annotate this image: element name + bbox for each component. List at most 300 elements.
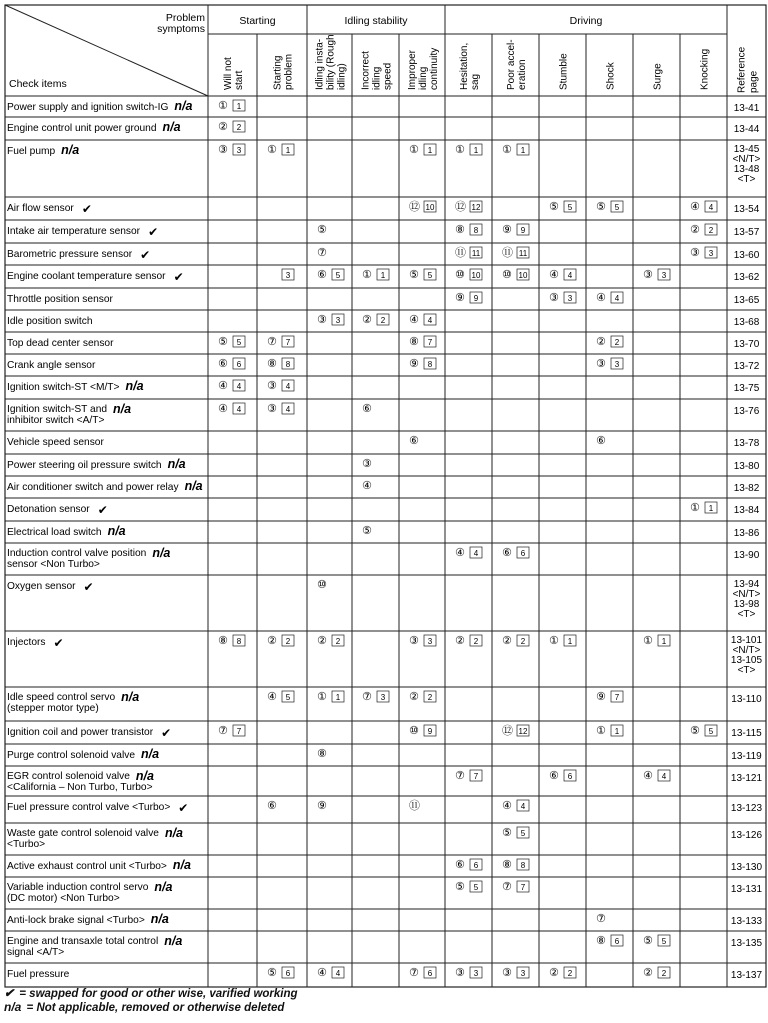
check-item-label: Purge control solenoid valve	[7, 750, 135, 761]
check-order-circle: ③	[596, 357, 606, 370]
check-order-circle: ⑤	[455, 880, 465, 893]
check-order-number: 1	[380, 271, 386, 280]
check-order-number: 3	[614, 360, 620, 369]
reference-page: 13-78	[733, 438, 760, 449]
reference-page: 13-45	[733, 144, 760, 155]
reference-page: 13-115	[731, 728, 762, 739]
check-order-number: 12	[518, 727, 528, 736]
check-order-number: 2	[661, 969, 667, 978]
check-order-circle: ⑥	[549, 769, 559, 782]
na-mark: n/a	[150, 912, 169, 926]
check-order-circle: ③	[409, 634, 419, 647]
na-mark: n/a	[164, 934, 183, 948]
check-order-number: 5	[335, 271, 341, 280]
reference-page: <N/T>	[732, 589, 761, 600]
check-item-label: Induction control valve position	[7, 548, 147, 559]
check-order-number: 7	[236, 727, 242, 736]
check-item-label: Top dead center sensor	[7, 338, 114, 349]
check-item-label: Throttle position sensor	[7, 294, 113, 305]
check-order-circle: ⑪	[409, 799, 420, 812]
check-item-label: Power supply and ignition switch-IG	[7, 102, 169, 113]
na-mark: n/a	[113, 402, 132, 416]
check-order-number: 2	[285, 637, 291, 646]
check-order-number: 2	[473, 637, 479, 646]
reference-page: 13-86	[733, 528, 760, 539]
problem-symptoms-label: symptoms	[157, 23, 205, 35]
check-order-circle: ⑩	[455, 268, 465, 281]
check-order-circle: ⑦	[455, 769, 465, 782]
check-item-label: Engine control unit power ground	[7, 123, 157, 134]
check-order-number: 5	[614, 203, 620, 212]
check-order-number: 4	[473, 549, 479, 558]
check-order-circle: ⑥	[502, 546, 512, 559]
reference-page: 13-98	[733, 599, 760, 610]
check-item-label: Fuel pressure	[7, 969, 70, 980]
reference-page: 13-75	[733, 383, 760, 394]
check-order-circle: ⑥	[317, 268, 327, 281]
check-order-number: 12	[471, 203, 481, 212]
check-order-circle: ③	[502, 966, 512, 979]
check-order-circle: ②	[502, 634, 512, 647]
check-order-circle: ②	[362, 313, 372, 326]
reference-page: <N/T>	[732, 645, 761, 656]
na-mark: n/a	[167, 457, 186, 471]
check-order-number: 1	[708, 504, 714, 513]
check-order-number: 2	[335, 637, 341, 646]
check-item-label: signal <A/T>	[7, 947, 65, 958]
legend-na	[4, 1000, 284, 1014]
check-order-number: 4	[661, 772, 667, 781]
check-order-circle: ⑧	[218, 634, 228, 647]
check-item-label: Detonation sensor	[7, 504, 90, 515]
check-order-circle: ⑧	[455, 223, 465, 236]
check-order-number: 3	[236, 146, 242, 155]
column-header: bility (Rough	[325, 34, 337, 90]
check-order-circle: ⑤	[362, 524, 372, 537]
check-item-label: Variable induction control servo	[7, 882, 149, 893]
reference-page: 13-119	[731, 751, 762, 762]
check-order-circle: ④	[455, 546, 465, 559]
check-order-circle: ⑤	[218, 335, 228, 348]
reference-page: <N/T>	[732, 154, 761, 165]
na-mark: n/a	[125, 379, 144, 393]
check-order-circle: ④	[502, 799, 512, 812]
check-order-circle: ⑫	[455, 200, 466, 213]
check-order-circle: ④	[409, 313, 419, 326]
check-order-circle: ④	[218, 379, 228, 392]
check-order-circle: ②	[409, 690, 419, 703]
check-order-circle: ⑩	[502, 268, 512, 281]
check-order-number: 11	[518, 249, 528, 258]
check-item-label: Barometric pressure sensor	[7, 249, 133, 260]
check-item-label: Ignition switch-ST and	[7, 404, 108, 415]
column-header: continuity	[429, 47, 440, 90]
reference-page: 13-44	[733, 124, 760, 135]
check-order-circle: ④	[643, 769, 653, 782]
check-order-number: 3	[473, 969, 479, 978]
check-order-number: 5	[567, 203, 573, 212]
column-header: idling	[371, 66, 383, 90]
check-order-circle: ③	[643, 268, 653, 281]
reference-page: 13-135	[730, 938, 763, 949]
na-mark: n/a	[174, 99, 193, 113]
check-order-circle: ③	[549, 291, 559, 304]
column-header: Starting	[272, 55, 284, 90]
check-order-number: 11	[471, 249, 481, 258]
check-order-number: 3	[380, 693, 386, 702]
check-order-circle: ⑤	[596, 200, 606, 213]
check-order-number: 2	[427, 693, 433, 702]
check-order-number: 6	[236, 360, 242, 369]
na-mark: n/a	[184, 479, 203, 493]
check-order-number: 5	[285, 693, 291, 702]
check-order-circle: ⑨	[502, 223, 512, 236]
reference-page: 13-72	[733, 361, 760, 372]
check-order-number: 5	[473, 883, 479, 892]
check-order-number: 3	[520, 969, 526, 978]
check-order-circle: ②	[218, 120, 228, 133]
check-order-circle: ②	[267, 634, 277, 647]
reference-page: 13-126	[730, 830, 763, 841]
na-mark: n/a	[141, 747, 160, 761]
check-item-label: Idle speed control servo	[7, 692, 116, 703]
check-order-number: 4	[236, 382, 242, 391]
check-order-circle: ⑥	[218, 357, 228, 370]
check-order-circle: ⑨	[455, 291, 465, 304]
check-order-number: 1	[567, 637, 573, 646]
check-item-label: (DC motor) <Non Turbo>	[7, 893, 120, 904]
check-order-circle: ①	[643, 634, 653, 647]
check-item-label: sensor <Non Turbo>	[7, 559, 100, 570]
reference-page: 13-68	[733, 317, 760, 328]
check-order-circle: ⑤	[267, 966, 277, 979]
check-order-number: 4	[335, 969, 341, 978]
check-order-number: 1	[285, 146, 291, 155]
reference-page: <T>	[737, 665, 756, 676]
column-header: idling)	[336, 63, 348, 90]
reference-page: <T>	[737, 609, 756, 620]
reference-page: 13-94	[733, 579, 760, 590]
column-header: start	[234, 70, 245, 90]
check-order-number: 8	[285, 360, 291, 369]
check-item-label: Fuel pressure control valve <Turbo>	[7, 802, 171, 813]
reference-header: page	[748, 70, 760, 93]
column-header: Shock	[605, 62, 617, 90]
column-header: Incorrect	[360, 51, 372, 90]
check-order-number: 4	[236, 405, 242, 414]
check-order-number: 9	[473, 294, 479, 303]
group-header-1: Idling stability	[344, 15, 408, 27]
check-order-circle: ⑫	[409, 200, 420, 213]
check-order-circle: ②	[317, 634, 327, 647]
check-icon: ✔	[83, 580, 94, 594]
check-order-circle: ⑤	[409, 268, 419, 281]
column-header: speed	[382, 62, 394, 90]
check-order-number: 3	[661, 271, 667, 280]
check-icon: ✔	[53, 636, 64, 650]
column-header: Improper	[407, 49, 418, 90]
check-item-label: (stepper motor type)	[7, 703, 99, 714]
check-order-circle: ⑤	[502, 826, 512, 839]
check-item-label: <California – Non Turbo, Turbo>	[7, 782, 153, 793]
check-order-circle: ⑧	[409, 335, 419, 348]
check-icon: ✔	[81, 202, 92, 216]
check-order-circle: ⑤	[317, 223, 327, 236]
reference-page: 13-131	[730, 884, 763, 895]
legend-check-text: = swapped for good or other wise, varified working	[19, 988, 298, 1000]
check-order-circle: ⑨	[596, 690, 606, 703]
check-order-circle: ③	[267, 402, 277, 415]
reference-page: 13-60	[733, 250, 760, 261]
check-order-circle: ⑧	[596, 934, 606, 947]
check-order-circle: ③	[267, 379, 277, 392]
check-order-number: 6	[614, 937, 620, 946]
check-order-number: 8	[427, 360, 433, 369]
check-order-circle: ②	[643, 966, 653, 979]
check-items-label: Check items	[9, 78, 67, 90]
check-order-circle: ①	[690, 501, 700, 514]
check-order-circle: ④	[362, 479, 372, 492]
reference-page: 13-110	[731, 694, 762, 705]
check-order-circle: ⑥	[596, 434, 606, 447]
check-order-circle: ⑦	[362, 690, 372, 703]
check-order-number: 6	[567, 772, 573, 781]
check-item-label: Power steering oil pressure switch	[7, 460, 162, 471]
check-order-number: 1	[661, 637, 667, 646]
check-order-number: 6	[285, 969, 291, 978]
check-order-number: 4	[285, 405, 291, 414]
check-item-label: Waste gate control solenoid valve	[7, 828, 159, 839]
column-header: Idling insta-	[314, 38, 326, 90]
check-order-number: 6	[473, 861, 479, 870]
check-order-number: 7	[473, 772, 479, 781]
reference-page: 13-76	[733, 406, 760, 417]
check-order-number: 7	[285, 338, 291, 347]
check-order-number: 4	[427, 316, 433, 325]
reference-page: 13-130	[730, 862, 763, 873]
check-item-label: Anti-lock brake signal <Turbo>	[7, 915, 145, 926]
na-mark: n/a	[107, 524, 126, 538]
check-order-number: 1	[614, 727, 620, 736]
check-item-label: Active exhaust control unit <Turbo>	[7, 861, 167, 872]
check-item-label: Injectors	[7, 637, 46, 648]
check-order-circle: ⑪	[455, 246, 466, 259]
check-order-number: 10	[425, 203, 435, 212]
check-order-circle: ①	[455, 143, 465, 156]
column-header: Will not	[223, 57, 234, 90]
column-header: Poor accel-	[506, 39, 517, 90]
na-mark: n/a	[154, 880, 173, 894]
problem-symptoms-label: Problem	[165, 12, 205, 24]
reference-page: 13-65	[733, 295, 760, 306]
check-order-circle: ⑤	[690, 724, 700, 737]
reference-page: 13-54	[733, 204, 760, 215]
check-item-label: Air flow sensor	[7, 203, 74, 214]
column-header: idling	[418, 66, 429, 90]
reference-page: <T>	[737, 174, 756, 185]
group-header-2: Driving	[569, 15, 603, 27]
column-header: sag	[470, 73, 481, 90]
reference-page: 13-82	[733, 483, 760, 494]
reference-page: 13-41	[733, 103, 760, 114]
check-icon: ✔	[97, 503, 108, 517]
check-order-number: 5	[427, 271, 433, 280]
reference-page: 13-121	[730, 773, 763, 784]
check-order-circle: ①	[218, 99, 228, 112]
column-header: Stumble	[558, 53, 570, 90]
check-order-number: 10	[471, 271, 481, 280]
check-item-label: Engine and transaxle total control	[7, 936, 159, 947]
check-order-circle: ③	[690, 246, 700, 259]
check-item-label: Idle position switch	[7, 316, 93, 327]
check-order-number: 1	[520, 146, 526, 155]
check-order-circle: ⑧	[317, 747, 327, 760]
check-order-circle: ①	[267, 143, 277, 156]
check-order-circle: ①	[596, 724, 606, 737]
check-order-number: 5	[520, 829, 526, 838]
check-order-circle: ③	[455, 966, 465, 979]
check-order-number: 10	[518, 271, 528, 280]
check-icon: ✔	[173, 270, 184, 284]
check-order-number: 7	[427, 338, 433, 347]
check-item-label: Vehicle speed sensor	[7, 437, 104, 448]
check-item-label: EGR control solenoid valve	[7, 771, 130, 782]
check-order-number: 5	[236, 338, 242, 347]
reference-page: 13-90	[733, 550, 760, 561]
check-icon: ✔	[161, 726, 172, 740]
check-order-circle: ②	[549, 966, 559, 979]
check-order-circle: ⑦	[267, 335, 277, 348]
check-order-number: 1	[427, 146, 433, 155]
check-order-number: 4	[567, 271, 573, 280]
na-mark: n/a	[172, 858, 191, 872]
na-mark: n/a	[162, 120, 181, 134]
check-item-label: Electrical load switch	[7, 527, 102, 538]
check-order-number: 6	[427, 969, 433, 978]
group-header-0: Starting	[239, 15, 276, 27]
check-order-circle: ④	[549, 268, 559, 281]
check-order-circle: ④	[596, 291, 606, 304]
check-item-label: Ignition coil and power transistor	[7, 727, 154, 738]
check-order-circle: ⑩	[409, 724, 419, 737]
reference-page: 13-101	[730, 635, 763, 646]
check-order-circle: ①	[409, 143, 419, 156]
na-mark: n/a	[4, 1000, 22, 1014]
check-order-circle: ⑫	[502, 724, 513, 737]
reference-page: 13-137	[730, 970, 763, 981]
check-order-circle: ⑦	[409, 966, 419, 979]
check-order-number: 4	[520, 802, 526, 811]
check-order-circle: ②	[455, 634, 465, 647]
check-icon: ✔	[140, 248, 151, 262]
check-order-circle: ⑥	[455, 858, 465, 871]
reference-page: 13-123	[730, 803, 763, 814]
check-order-circle: ③	[317, 313, 327, 326]
check-order-circle: ④	[218, 402, 228, 415]
check-item-label: Intake air temperature sensor	[7, 226, 141, 237]
column-header: Surge	[652, 63, 664, 90]
check-order-number: 2	[614, 338, 620, 347]
check-order-circle: ⑧	[502, 858, 512, 871]
check-order-circle: ⑦	[502, 880, 512, 893]
check-order-circle: ②	[690, 223, 700, 236]
check-order-number: 3	[335, 316, 341, 325]
column-header: problem	[283, 53, 295, 90]
check-item-label: Fuel pump	[7, 146, 56, 157]
check-order-number: 1	[335, 693, 341, 702]
check-order-circle: ⑤	[549, 200, 559, 213]
check-order-circle: ④	[267, 690, 277, 703]
check-order-number: 2	[380, 316, 386, 325]
check-order-number: 1	[473, 146, 479, 155]
check-order-circle: ④	[317, 966, 327, 979]
check-order-circle: ⑥	[409, 434, 419, 447]
na-mark: n/a	[121, 690, 140, 704]
check-order-number: 7	[614, 693, 620, 702]
check-item-label: Engine coolant temperature sensor	[7, 271, 166, 282]
reference-page: 13-80	[733, 461, 760, 472]
check-item-label: <Turbo>	[7, 839, 46, 850]
check-item-label: Air conditioner switch and power relay	[7, 482, 179, 493]
column-header: Knocking	[699, 48, 711, 90]
check-order-number: 2	[567, 969, 573, 978]
check-order-circle: ⑧	[267, 357, 277, 370]
check-order-circle: ①	[362, 268, 372, 281]
check-order-number: 9	[520, 226, 526, 235]
check-order-number: 1	[236, 102, 242, 111]
check-order-circle: ⑨	[317, 799, 327, 812]
reference-page: 13-70	[733, 339, 760, 350]
check-order-number: 2	[708, 226, 714, 235]
check-icon: ✔	[178, 801, 189, 815]
reference-header: Reference	[736, 46, 748, 93]
check-item-label: inhibitor switch <A/T>	[7, 415, 105, 426]
check-order-circle: ⑨	[409, 357, 419, 370]
check-order-number: 4	[614, 294, 620, 303]
na-mark: n/a	[152, 546, 171, 560]
table-border	[5, 5, 766, 987]
check-order-number: 3	[567, 294, 573, 303]
check-order-number: 8	[520, 861, 526, 870]
check-order-number: 2	[236, 123, 242, 132]
reference-page: 13-48	[733, 164, 760, 175]
check-order-circle: ①	[549, 634, 559, 647]
check-order-number: 5	[661, 937, 667, 946]
reference-page: 13-133	[730, 916, 763, 927]
check-order-number: 8	[236, 637, 242, 646]
check-order-circle: ⑥	[362, 402, 372, 415]
check-order-number: 4	[285, 382, 291, 391]
check-icon: ✔	[148, 225, 159, 239]
legend-check	[4, 986, 298, 1000]
legend-na-text: = Not applicable, removed or otherwise deleted	[26, 1002, 285, 1014]
check-icon: ✔	[4, 986, 15, 1000]
check-item-label: Crank angle sensor	[7, 360, 96, 371]
check-order-circle: ⑤	[643, 934, 653, 947]
check-item-label: Ignition switch-ST <M/T>	[7, 382, 120, 393]
check-order-number: 2	[520, 637, 526, 646]
check-order-number: 3	[708, 249, 714, 258]
check-item-label: Oxygen sensor	[7, 581, 76, 592]
check-order-circle: ⑦	[218, 724, 228, 737]
check-order-number: 9	[427, 727, 433, 736]
column-header: eration	[517, 59, 528, 90]
check-order-number: 3	[285, 271, 291, 280]
check-order-number: 5	[708, 727, 714, 736]
check-order-number: 8	[473, 226, 479, 235]
check-order-circle: ⑪	[502, 246, 513, 259]
check-order-circle: ②	[596, 335, 606, 348]
